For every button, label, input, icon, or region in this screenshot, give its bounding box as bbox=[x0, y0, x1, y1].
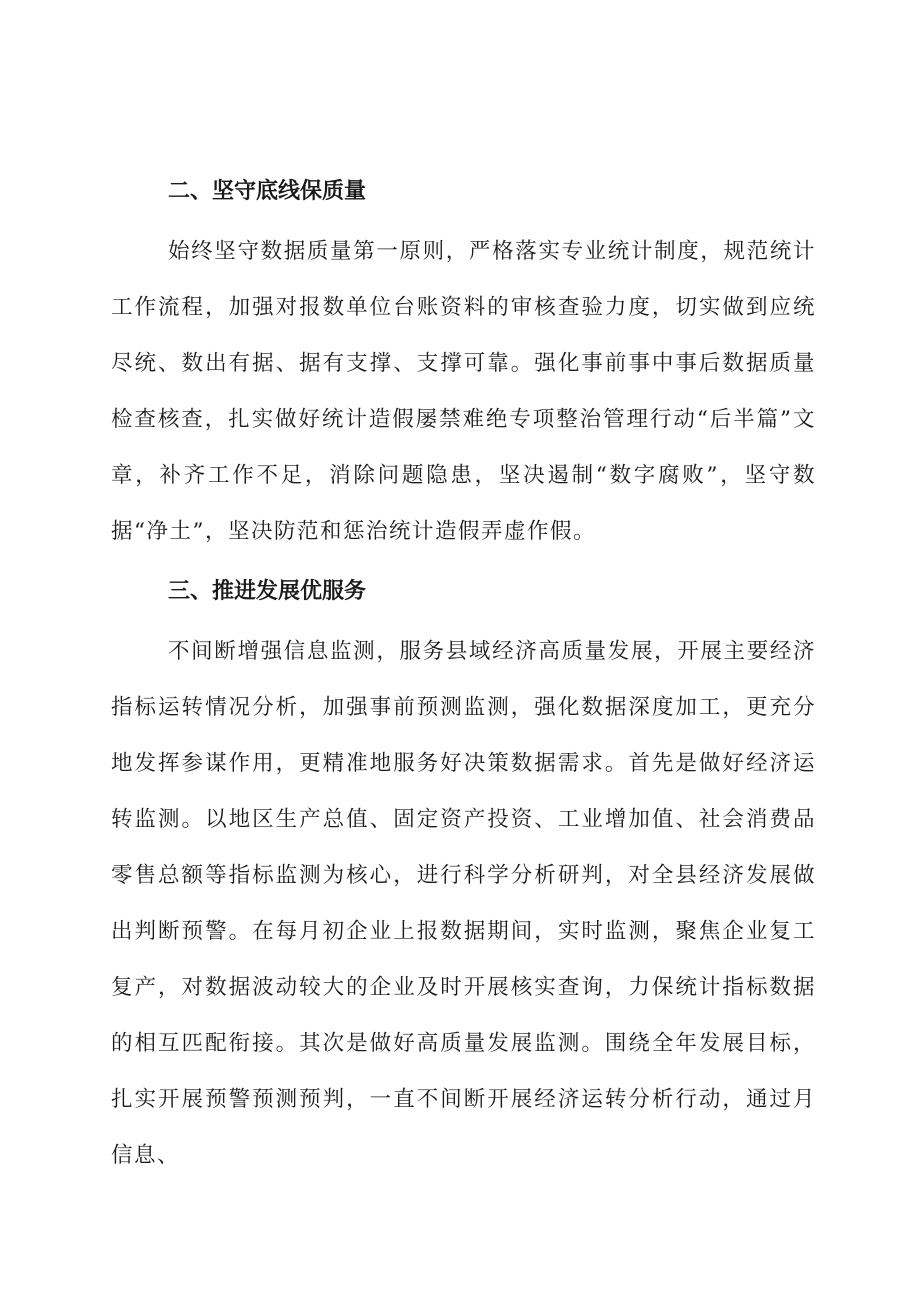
section-heading-2: 二、坚守底线保质量 bbox=[168, 179, 367, 204]
section-paragraph-2: 始终坚守数据质量第一原则，严格落实专业统计制度，规范统计工作流程，加强对报数单位台账资料的审核查验力度，切实做到应统尽统、数出有据、据有支撑、支撑可靠。强化事前事中事后数据质量检查核查，扎实做好统计造假屡禁难绝专项整治管理行动“后半篇”文章，补齐工作不足，消除问题隐患，坚决遏制“数字腐败”，坚守数据“净土”，坚决防范和惩治统计造假弄虚作假。 bbox=[111, 239, 816, 544]
document-body bbox=[111, 168, 816, 1184]
section-heading-3: 三、推进发展优服务 bbox=[168, 579, 367, 604]
section-paragraph-3: 不间断增强信息监测，服务县域经济高质量发展，开展主要经济指标运转情况分析，加强事前预测监测，强化数据深度加工，更充分地发挥参谋作用，更精准地服务好决策数据需求。首先是做好经济运转监测。以地区生产总值、固定资产投资、工业增加值、社会消费品零售总额等指标监测为核心，进行科学分析研判，对全县经济发展做出判断预警。在每月初企业上报数据期间，实时监测，聚焦企业复工复产，对数据波动较大的企业及时开展核实查询，力保统计指标数据的相互匹配衔接。其次是做好高质量发展监测。围绕全年发展目标，扎实开展预警预测预判，一直不间断开展经济运转分析行动，通过月信息、 bbox=[111, 639, 816, 1168]
